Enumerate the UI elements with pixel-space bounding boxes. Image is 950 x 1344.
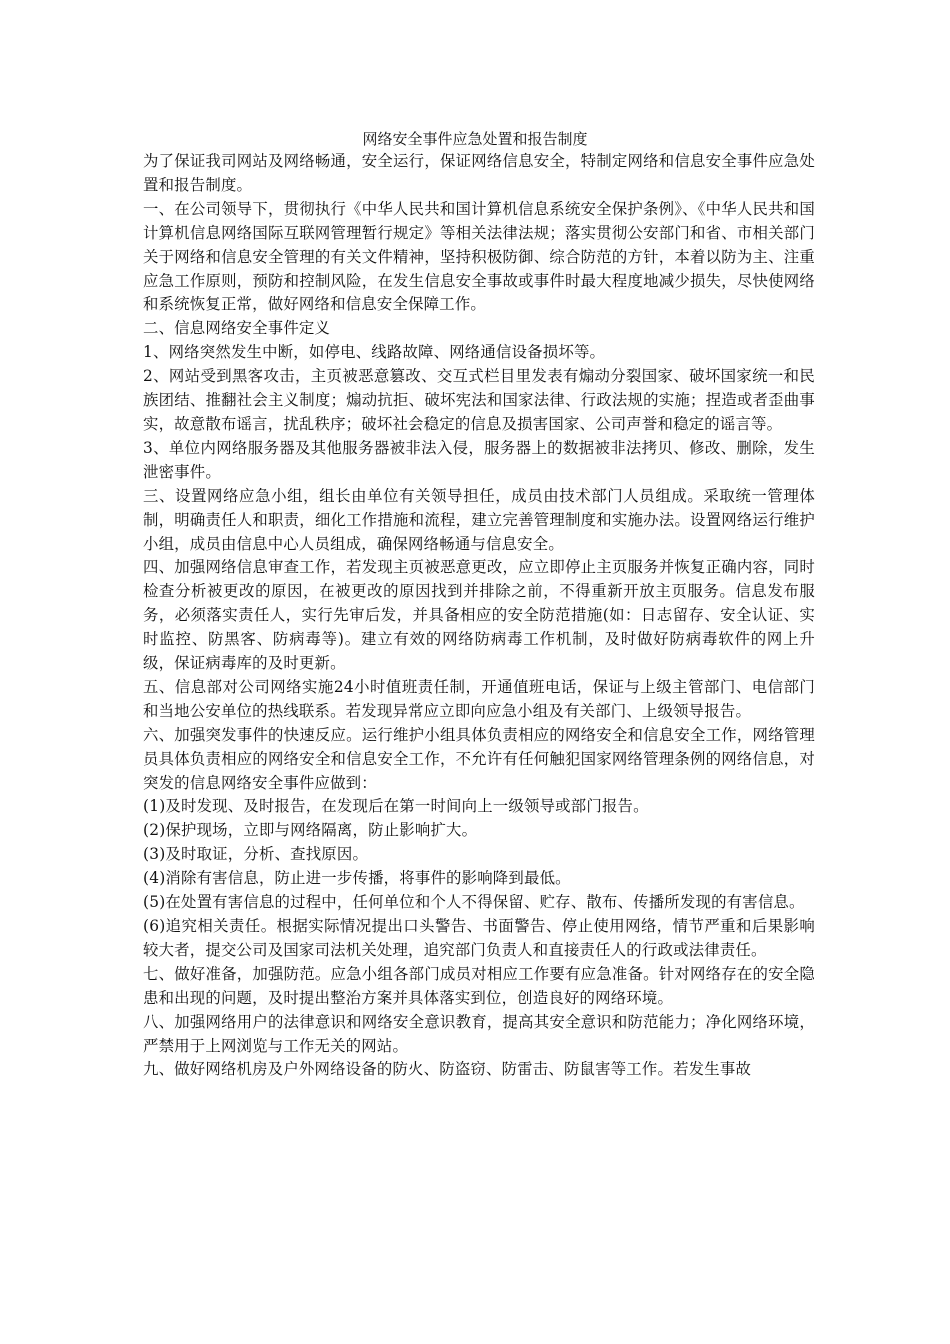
paragraph-subitem-3: (3)及时取证，分析、查找原因。	[143, 845, 369, 864]
paragraph-subitem-1: (1)及时发现、及时报告，在发现后在第一时间向上一级领导或部门报告。	[143, 797, 649, 816]
paragraph-intro: 为了保证我司网站及网络畅通，安全运行，保证网络信息安全，特制定网络和信息安全事件应急处置和报告制度。	[143, 152, 815, 194]
paragraph-section-1: 一、在公司领导下，贯彻执行《中华人民共和国计算机信息系统安全保护条例》、《中华人民共和国计算机信息网络国际互联网管理暂行规定》等相关法律法规；落实贯彻公安部门和省、市相关部门关于网络和信息安全管理的有关文件精神，坚持积极防御、综合防范的方针，本着以防为主、注重应急工作原则，预防和控制风险，在发生信息安全事故或事件时最大程度地减少损失，尽快使网络和系统恢复正常，做好网络和信息安全保障工作。	[143, 199, 815, 314]
paragraph-item-1: 1、网络突然发生中断，如停电、线路故障、网络通信设备损坏等。	[143, 343, 606, 362]
paragraph-section-2-heading: 二、信息网络安全事件定义	[143, 319, 331, 338]
paragraph-section-3: 三、设置网络应急小组，组长由单位有关领导担任，成员由技术部门人员组成。采取统一管理体制，明确责任人和职责，细化工作措施和流程，建立完善管理制度和实施办法。设置网络运行维护小组，成员由信息中心人员组成，确保网络畅通与信息安全。	[143, 486, 815, 553]
paragraph-section-8: 八、加强网络用户的法律意识和网络安全意识教育，提高其安全意识和防范能力；净化网络环境，严禁用于上网浏览与工作无关的网站。	[143, 1012, 815, 1055]
paragraph-section-4: 四、加强网络信息审查工作，若发现主页被恶意更改，应立即停止主页服务并恢复正确内容，同时检查分析被更改的原因，在被更改的原因找到并排除之前，不得重新开放主页服务。信息发布服务，必须落实责任人，实行先审后发，并具备相应的安全防范措施(如：日志留存、安全认证、实时监控、防黑客、防病毒等)。建立有效的网络防病毒工作机制，及时做好防病毒软件的网上升级，保证病毒库的及时更新。	[143, 558, 815, 673]
paragraph-subitem-2: (2)保护现场，立即与网络隔离，防止影响扩大。	[143, 821, 478, 840]
paragraph-subitem-6: (6)追究相关责任。根据实际情况提出口头警告、书面警告、停止使用网络，情节严重和后果影响较大者，提交公司及国家司法机关处理，追究部门负责人和直接责任人的行政或法律责任。	[143, 917, 815, 959]
paragraph-section-5: 五、信息部对公司网络实施24小时值班责任制，开通值班电话，保证与上级主管部门、电信部门和当地公安单位的热线联系。若发现异常应立即向应急小组及有关部门、上级领导报告。	[143, 677, 815, 720]
paragraph-item-3: 3、单位内网络服务器及其他服务器被非法入侵，服务器上的数据被非法拷贝、修改、删除，发生泄密事件。	[143, 438, 815, 481]
paragraph-section-6: 六、加强突发事件的快速反应。运行维护小组具体负责相应的网络安全和信息安全工作，网络管理员具体负责相应的网络安全和信息安全工作，不允许有任何触犯国家网络管理条例的网络信息，对突发的信息网络安全事件应做到：	[143, 725, 815, 792]
paragraph-section-7: 七、做好准备，加强防范。应急小组各部门成员对相应工作要有应急准备。针对网络存在的安全隐患和出现的问题，及时提出整治方案并具体落实到位，创造良好的网络环境。	[143, 964, 815, 1007]
paragraph-item-2: 2、网站受到黑客攻击，主页被恶意篡改、交互式栏目里发表有煽动分裂国家、破坏国家统一和民族团结、推翻社会主义制度；煽动抗拒、破坏宪法和国家法律、行政法规的实施；捏造或者歪曲事实，故意散布谣言，扰乱秩序；破坏社会稳定的信息及损害国家、公司声誉和稳定的谣言等。	[143, 367, 815, 433]
document-body	[143, 150, 815, 1082]
paragraph-subitem-4: (4)消除有害信息，防止进一步传播，将事件的影响降到最低。	[143, 869, 571, 888]
paragraph-section-9: 九、做好网络机房及户外网络设备的防火、防盗窃、防雷击、防鼠害等工作。若发生事故	[143, 1060, 752, 1079]
document-title: 网络安全事件应急处置和报告制度	[362, 130, 588, 148]
paragraph-subitem-5: (5)在处置有害信息的过程中，任何单位和个人不得保留、贮存、散布、传播所发现的有害信息。	[143, 893, 805, 912]
